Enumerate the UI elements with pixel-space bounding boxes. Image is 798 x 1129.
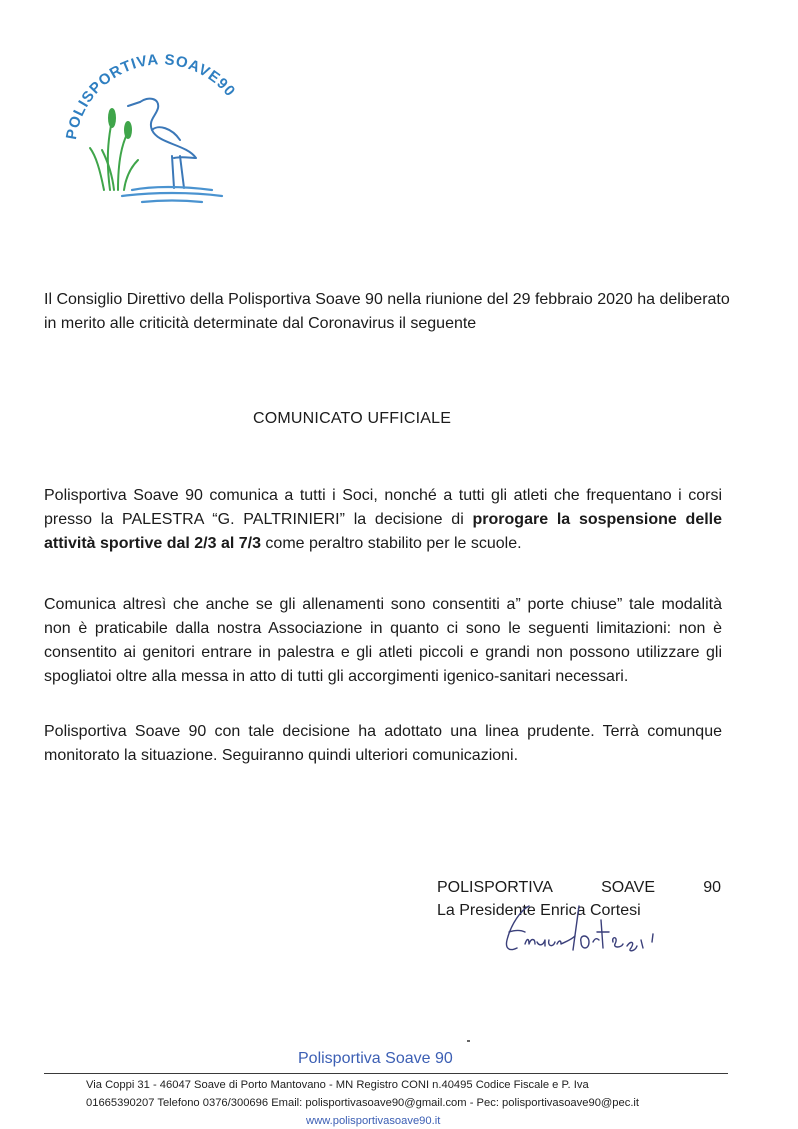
- heron-icon: [128, 99, 196, 188]
- closing-paragraph: Polisportiva Soave 90 con tale decisione ha adottato una linea prudente. Terrà comunque monitorato la situazione. Seguiranno quindi ulteriori comunicazioni.: [44, 723, 722, 764]
- limitations-paragraph: Comunica altresì che anche se gli allenamenti sono consentiti a” porte chiuse” tale modalità non è praticabile dalla nostra Associazione in quanto ci sono le seguenti limitazioni: non è consentito ai genitori entrare in palestra e gli atleti piccoli e grandi non possono utilizzare gli spogliatoi oltre alla messa in atto di tutti gli accorgimenti igenico-sanitari necessari.: [44, 596, 722, 685]
- announcement-paragraph: [44, 484, 722, 556]
- announcement-bold-text: prorogare la sospensione delle attività sportive dal 2/3 al 7/3: [44, 511, 723, 552]
- announcement-text-end: come peraltro stabilito per le scuole.: [260, 535, 522, 552]
- footer-address: Via Coppi 31 - 46047 Soave di Porto Mantovano - MN Registro CONI n.40495 Codice Fiscale e P. Iva: [86, 1079, 589, 1091]
- signature-org-line: [437, 876, 721, 899]
- scan-mark: [467, 1040, 470, 1042]
- reeds-icon: [90, 109, 138, 190]
- footer-website-link[interactable]: www.polisportivasoave90.it: [306, 1115, 441, 1127]
- signature-org-number: 90: [703, 879, 721, 896]
- signature-org-name: POLISPORTIVA: [437, 879, 553, 896]
- footer-divider: [44, 1073, 728, 1074]
- signature-president: La Presidente Enrica Cortesi: [437, 902, 641, 919]
- logo: [62, 40, 262, 210]
- signature-org-place: SOAVE: [601, 879, 656, 896]
- footer-contacts: 01665390207 Telefono 0376/300696 Email: polisportivasoave90@gmail.com - Pec: polisportivasoave90@pec.it: [86, 1097, 640, 1109]
- intro-paragraph: Il Consiglio Direttivo della Polisportiva Soave 90 nella riunione del 29 febbraio 2020 ha deliberato in merito alle criticità determinate dal Coronavirus il seguente: [44, 291, 730, 332]
- page-title: COMUNICATO UFFICIALE: [253, 410, 452, 427]
- footer-title: Polisportiva Soave 90: [298, 1050, 453, 1067]
- handwritten-signature: [495, 900, 675, 970]
- announcement-text-start: Polisportiva Soave 90 comunica a tutti i Soci, nonché a tutti gli atleti che frequentano i corsi presso la PALESTRA “G. PALTRINIERI” la decisione di: [44, 487, 722, 528]
- signature-graphic: [495, 900, 675, 970]
- water-icon: [122, 187, 222, 202]
- logo-graphic: [62, 40, 262, 210]
- logo-text: POLISPORTIVA SOAVE90: [63, 51, 239, 141]
